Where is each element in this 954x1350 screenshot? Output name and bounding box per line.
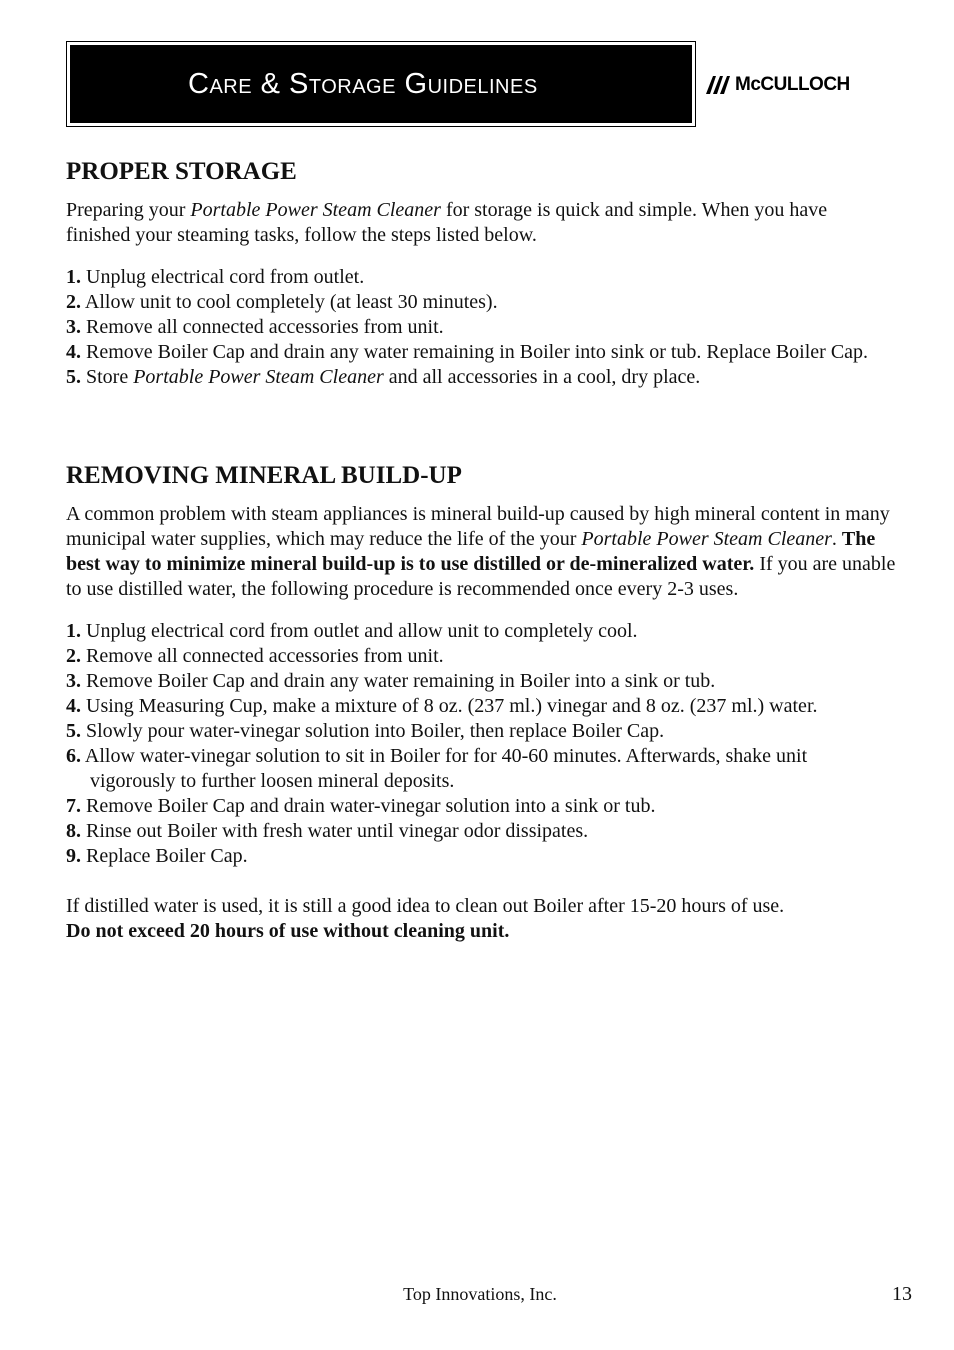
- step-number: 7.: [66, 795, 81, 817]
- note-text: If distilled water is used, it is still a good idea to clean out Boiler after 15-20 hours of use.: [66, 895, 785, 917]
- text-run: Replace Boiler Cap.: [81, 845, 248, 867]
- text-run: Remove Boiler Cap and drain any water remaining in Boiler into sink or tub. Replace Boiler Cap.: [81, 341, 869, 363]
- text-run: Portable Power Steam Cleaner: [190, 199, 441, 221]
- text-run: Unplug electrical cord from outlet and allow unit to completely cool.: [81, 620, 638, 642]
- text-run: Remove Boiler Cap and drain any water remaining in Boiler into a sink or tub.: [81, 670, 716, 692]
- text-run: Remove Boiler Cap and drain water-vinegar solution into a sink or tub.: [81, 795, 656, 817]
- warning-text: Do not exceed 20 hours of use without cleaning unit.: [66, 920, 510, 942]
- text-run: Portable Power Steam Cleaner: [133, 366, 384, 388]
- text-run: and all accessories in a cool, dry place.: [383, 366, 701, 388]
- text-run: for storage is quick and simple. When you have finished your steaming tasks, follow the steps listed below.: [66, 199, 828, 246]
- step-item: [66, 365, 896, 390]
- step-number: 1.: [66, 620, 81, 642]
- step-item: [66, 744, 896, 794]
- text-run: Preparing your: [66, 199, 191, 221]
- text-run: If you are unable to use distilled water, the following procedure is recommended once every 2-3 uses.: [66, 553, 896, 600]
- proper-storage-intro: [66, 198, 896, 248]
- step-item: [66, 669, 896, 694]
- text-run: Allow unit to cool completely (at least 30 minutes).: [81, 291, 498, 313]
- text-run: The best way to minimize mineral build-up is to use distilled or de-mineralized water.: [66, 528, 876, 575]
- step-number: 1.: [66, 266, 81, 288]
- step-number: 5.: [66, 720, 81, 742]
- step-item: [66, 644, 896, 669]
- brand-logo: [706, 74, 850, 96]
- text-run: Store: [81, 366, 134, 388]
- step-number: 5.: [66, 366, 81, 388]
- storage-steps-list: [66, 265, 896, 390]
- mineral-buildup-intro: [66, 502, 896, 602]
- proper-storage-heading: PROPER STORAGE: [66, 158, 297, 185]
- title-box: [66, 41, 696, 127]
- step-number: 6.: [66, 745, 81, 767]
- mineral-buildup-heading: REMOVING MINERAL BUILD-UP: [66, 462, 462, 489]
- step-item: [66, 719, 896, 744]
- text-run: Remove all connected accessories from unit.: [81, 316, 444, 338]
- step-number: 3.: [66, 670, 81, 692]
- page-title: Care & Storage Guidelines: [188, 67, 538, 100]
- step-number: 2.: [66, 291, 81, 313]
- step-item: [66, 315, 896, 340]
- step-number: 4.: [66, 341, 81, 363]
- step-item: [66, 694, 896, 719]
- step-number: 3.: [66, 316, 81, 338]
- step-item: [66, 819, 896, 844]
- text-run: Rinse out Boiler with fresh water until vinegar odor dissipates.: [81, 820, 589, 842]
- proper-storage-section: [66, 155, 896, 390]
- text-run: Unplug electrical cord from outlet.: [81, 266, 365, 288]
- step-item: [66, 794, 896, 819]
- text-run: Portable Power Steam Cleaner: [581, 528, 832, 550]
- title-banner: [70, 45, 692, 123]
- step-item: [66, 619, 896, 644]
- step-item: [66, 340, 896, 365]
- text-run: Slowly pour water-vinegar solution into Boiler, then replace Boiler Cap.: [81, 720, 665, 742]
- step-number: 9.: [66, 845, 81, 867]
- step-number: 4.: [66, 695, 81, 717]
- text-run: Allow water-vinegar solution to sit in Boiler for for 40-60 minutes. Afterwards, shake unit vigorously to further loosen mineral deposits.: [81, 745, 808, 792]
- footer-company: Top Innovations, Inc.: [403, 1284, 557, 1304]
- logo-wordmark: McCULLOCH: [735, 74, 850, 95]
- step-item: [66, 265, 896, 290]
- step-number: 8.: [66, 820, 81, 842]
- mcculloch-logo-icon: [706, 76, 732, 94]
- text-run: Using Measuring Cup, make a mixture of 8 oz. (237 ml.) vinegar and 8 oz. (237 ml.) water.: [81, 695, 818, 717]
- step-number: 2.: [66, 645, 81, 667]
- mineral-buildup-section: [66, 459, 896, 944]
- page-content: [66, 155, 896, 944]
- text-run: A common problem with steam appliances is mineral build-up caused by high mineral content in many municipal water supplies, which may reduce the life of the your: [66, 503, 890, 550]
- step-item: [66, 290, 896, 315]
- text-run: .: [831, 528, 842, 550]
- mineral-steps-list: [66, 619, 896, 869]
- text-run: Remove all connected accessories from unit.: [81, 645, 444, 667]
- distilled-water-note: [66, 894, 896, 944]
- page-number: 13: [892, 1283, 912, 1305]
- step-item: [66, 844, 896, 869]
